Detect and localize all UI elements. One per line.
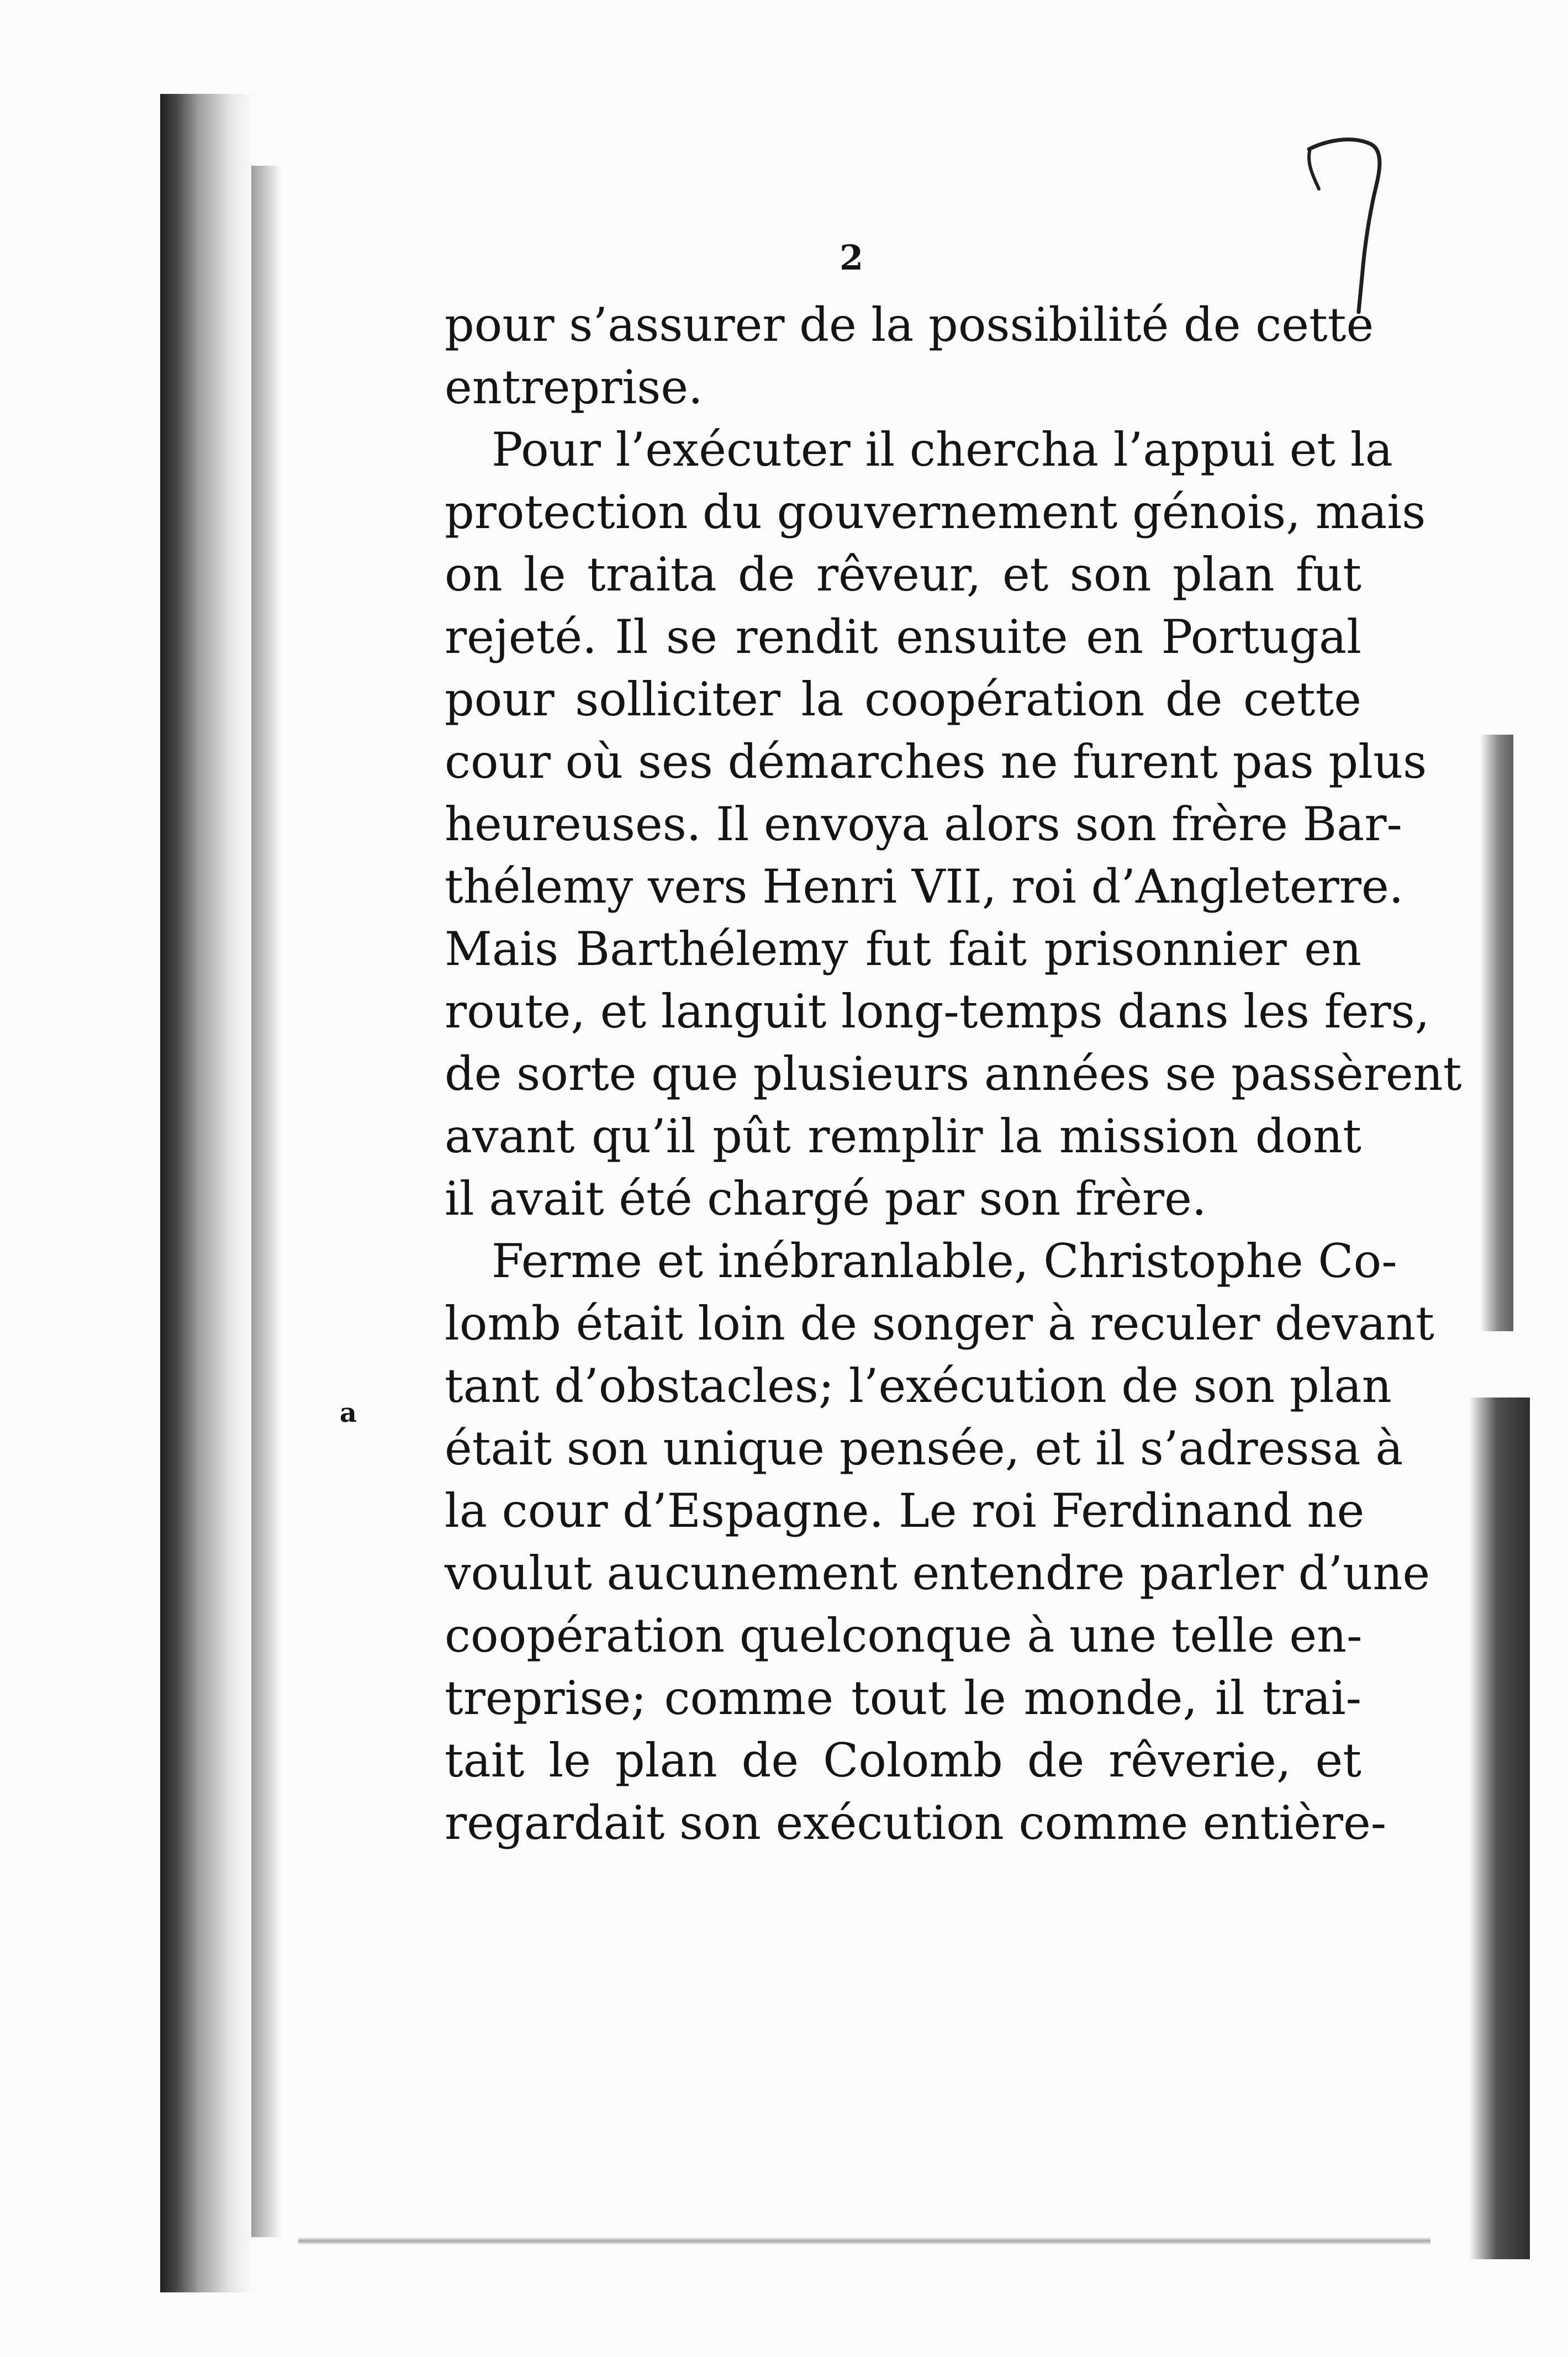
text-line: treprise; comme tout le monde, il trai- bbox=[445, 1671, 1361, 1725]
bottom-page-edge bbox=[298, 2237, 1430, 2245]
text-line: thélemy vers Henri VII, roi d’Angleterre. bbox=[445, 860, 1404, 914]
text-line: Pour l’exécuter il chercha l’appui et la bbox=[492, 423, 1393, 477]
text-line: pour s’assurer de la possibilité de cette bbox=[445, 298, 1374, 352]
text-line: heureuses. Il envoya alors son frère Bar- bbox=[445, 797, 1402, 851]
text-line: entreprise. bbox=[445, 360, 703, 414]
handwritten-corner-mark bbox=[1287, 133, 1414, 315]
text-line: coopération quelconque à une telle en- bbox=[445, 1609, 1363, 1663]
right-edge-shadow-lower bbox=[1469, 1398, 1530, 2259]
body-text bbox=[445, 294, 1462, 1854]
text-line: tait le plan de Colomb de rêverie, et bbox=[445, 1733, 1361, 1787]
text-line: rejeté. Il se rendit ensuite en Portugal bbox=[445, 610, 1361, 664]
text-line: protection du gouvernement génois, mais bbox=[445, 485, 1426, 539]
text-line: route, et languit long-temps dans les fers, bbox=[445, 984, 1430, 1038]
text-line: regardait son exécution comme entière- bbox=[445, 1796, 1387, 1850]
text-line: de sorte que plusieurs années se passèrent bbox=[445, 1047, 1462, 1101]
left-binding-shadow bbox=[160, 94, 254, 2292]
text-line: on le traita de rêveur, et son plan fut bbox=[445, 547, 1361, 602]
page-number: 2 bbox=[840, 238, 864, 278]
margin-letter-mark: a bbox=[340, 1398, 357, 1428]
text-line: lomb était loin de songer à reculer devant bbox=[445, 1296, 1434, 1351]
right-edge-shadow-upper bbox=[1480, 735, 1513, 1331]
text-line: pour solliciter la coopération de cette bbox=[445, 672, 1361, 726]
text-line: la cour d’Espagne. Le roi Ferdinand ne bbox=[445, 1484, 1365, 1538]
text-line: était son unique pensée, et il s’adressa à bbox=[445, 1421, 1403, 1475]
text-line: voulut aucunement entendre parler d’une bbox=[445, 1546, 1430, 1600]
text-line: il avait été chargé par son frère. bbox=[445, 1172, 1207, 1226]
left-gutter-shadow bbox=[251, 166, 282, 2237]
text-line: cour où ses démarches ne furent pas plus bbox=[445, 735, 1427, 789]
text-line: Mais Barthélemy fut fait prisonnier en bbox=[445, 922, 1361, 976]
text-line: avant qu’il pût remplir la mission dont bbox=[445, 1109, 1361, 1163]
text-line: Ferme et inébranlable, Christophe Co- bbox=[492, 1234, 1397, 1288]
text-line: tant d’obstacles; l’exécution de son plan bbox=[445, 1359, 1392, 1413]
